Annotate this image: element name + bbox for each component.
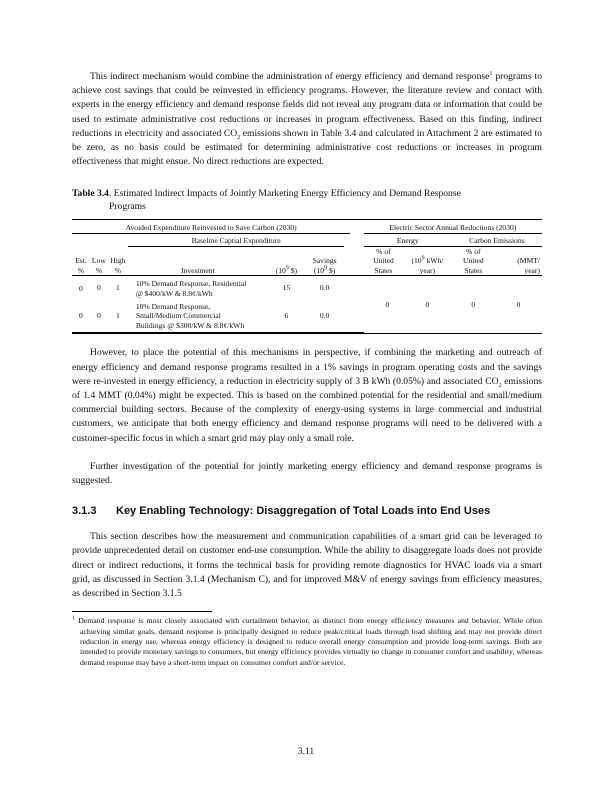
table-sub-header: Baseline Captial Expenditure Energy Carbon Emissions bbox=[72, 234, 542, 247]
footnote-ref[interactable]: 1 bbox=[489, 70, 493, 77]
page-body bbox=[72, 70, 542, 668]
footnote: $^1$ Demand response is most closely associated with curtailment behavior, as distinct from energy efficiency measures and behavior. While often achieving similar goals, demand response is principally designed to reduce peak/critical loads through load shifting and may not provide direct reduction in energy use, whereas energy efficiency is designed to reduce overall energy consumption and provide long-term savings. Both are intended to provide monetary savings to consumers, but energy efficiency provides virtually no change in consumer comfort and usability, whereas demand response may have a short-term impact on consumer comfort and/or service. bbox=[72, 615, 542, 667]
section-heading: 3.1.3 Key Enabling Technology: Disaggregation of Total Loads into End Uses bbox=[72, 505, 491, 518]
paragraph-intro: This indirect mechanism would combine the administration of energy efficiency and demand response$^1$ programs to achieve cost savings that could be reinvested in efficiency programs. However, the literature review and contact with experts in the energy efficiency and demand response fields did not reveal any program data or information that could be used to estimate administrative cost reductions or increases in program effectiveness. Based on this finding, indirect reductions in electricity and associated $CO_2$ emissions shown in Table 3.4 and calculated in Attachment 2 are estimated to be zero, as no basis could be estimated for determining administrative cost reductions or increases in program effectiveness that might ensue. No direct reductions are expected. bbox=[72, 70, 543, 168]
table-row: 0 0 1 10% Demand Response, Small/Medium Commercial Buildings @ $300/kW & 8.8¢/kWh 6 0.0 bbox=[72, 299, 542, 333]
paragraph-perspective: However, to place the potential of this mechanisms in perspective, if combining the marketing and outreach of energy efficiency and demand response programs resulted in a 1% savings in program operating costs and the savings were re-invested in energy efficiency, a reduction in electricity supply of 3 B kWh (0.05%) and associated $CO_2$ emissions of 1.4 MMT (0.04%) might be expected. This is based on the combined potential for the residential and small/medium commercial building sectors. Because of the complexity of energy-using systems in large commercial and industrial customers, we anticipate that both energy efficiency and demand response programs will need to be delivered with a customer-specific focus in which a smart grid may play only a small role. bbox=[72, 347, 542, 444]
table-caption: Table 3.4. Estimated Indirect Impacts of Jointly Marketing Energy Efficiency and Demand Response Programs bbox=[72, 188, 461, 213]
footnote-divider bbox=[72, 611, 212, 612]
table-group-header: Avoided Expenditure Reinvested to Save Carbon (2030) Electric Sector Annual Reductions (2030) bbox=[72, 220, 542, 234]
paragraph-further-investigation: Further investigation of the potential for jointly marketing energy efficiency and demand response programs is suggested. bbox=[72, 460, 542, 486]
table-column-header: Est. % Low % High % Investment ($10^9$ $) Savings ($10^9$ $) % of United States ($10^9$ kWh/ year) % of United States (MMT/ year) bbox=[72, 246, 542, 276]
impacts-table bbox=[72, 219, 542, 334]
table-row: 0 0 1 10% Demand Response, Residential @ $400/kW & 8.8¢/kWh 15 0.0 0 0 0 0 bbox=[79, 279, 521, 309]
page-number: 3.11 bbox=[297, 746, 315, 757]
paragraph-disaggregation: This section describes how the measurement and communication capabilities of a smart grid can be leveraged to provide unprecedented detail on customer end-use consumption. While the ability to disaggregate loads does not provide direct or indirect reductions, it forms the technical basis for providing remote diagnostics for HVAC loads via a smart grid, as discussed in Section 3.1.4 (Mechanism C), and for improved M&V of energy savings from efficiency measures, as described in Section 3.1.5 bbox=[72, 531, 542, 599]
